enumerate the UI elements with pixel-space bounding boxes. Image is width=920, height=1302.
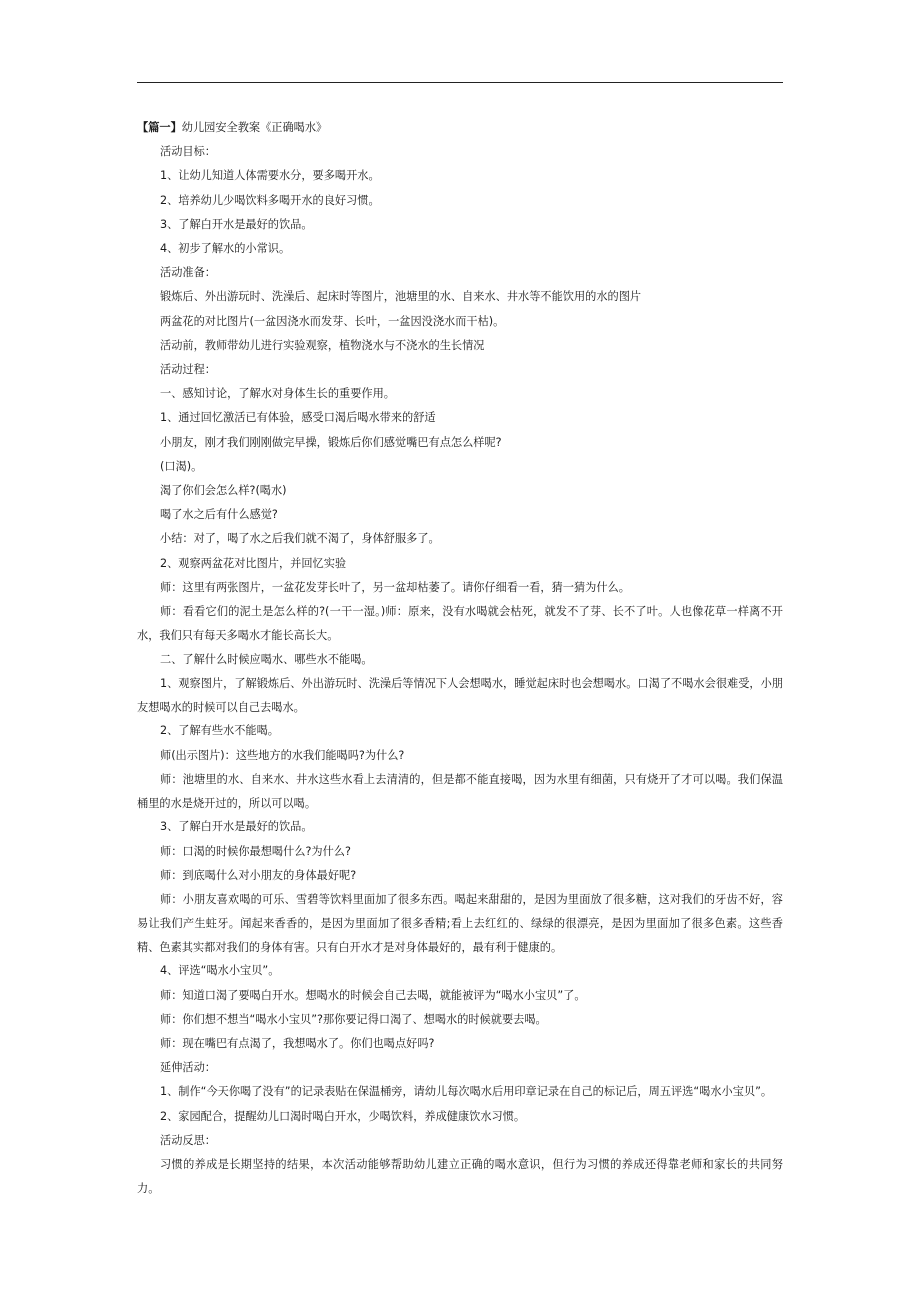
paragraph: 师：池塘里的水、自来水、井水这些水看上去清清的，但是都不能直接喝，因为水里有细菌，只有烧开了才可以喝。我们保温桶里的水是烧开过的，所以可以喝。 [137,772,783,810]
paragraph: 二、了解什么时候应喝水、哪些水不能喝。 [160,652,373,666]
paragraph: 2、家园配合，提醒幼儿口渴时喝白开水，少喝饮料，养成健康饮水习惯。 [160,1109,526,1123]
document-body [137,116,783,1201]
paragraph: 小朋友，刚才我们刚刚做完早操，锻炼后你们感觉嘴巴有点怎么样呢? [160,435,502,449]
paragraph: 1、观察图片，了解锻炼后、外出游玩时、洗澡后等情况下人会想喝水，睡觉起床时也会想喝水。口渴了不喝水会很难受，小朋友想喝水的时候可以自己去喝水。 [137,676,783,714]
paragraph: 一、感知讨论，了解水对身体生长的重要作用。 [160,387,395,401]
paragraph: 4、评选“喝水小宝贝”。 [160,964,280,978]
paragraph: 活动准备： [160,266,216,280]
paragraph: 小结：对了，喝了水之后我们就不渴了，身体舒服多了。 [160,532,440,546]
paragraph: 习惯的养成是长期坚持的结果，本次活动能够帮助幼儿建立正确的喝水意识，但行为习惯的养成还得靠老师和家长的共同努力。 [137,1158,783,1196]
paragraph: 2、培养幼儿少喝饮料多喝开水的良好习惯。 [160,193,380,207]
paragraph: 延伸活动： [160,1061,216,1075]
paragraph: 师：小朋友喜欢喝的可乐、雪碧等饮料里面加了很多东西。喝起来甜甜的，是因为里面放了很多糖，这对我们的牙齿不好，容易让我们产生蛀牙。闻起来香香的，是因为里面加了很多香精;看上去红红的、绿绿的很漂亮，是因为里面加了很多色素。这些香精、色素其实都对我们的身体有害。只有白开水才是对身体最好的，最有利于健康的。 [137,893,783,954]
paragraph: 锻炼后、外出游玩时、洗澡后、起床时等图片，池塘里的水、自来水、井水等不能饮用的水的图片 [160,290,642,304]
paragraph: 师：你们想不想当“喝水小宝贝”?那你要记得口渴了、想喝水的时候就要去喝。 [160,1012,547,1026]
paragraph: 3、了解白开水是最好的饮品。 [160,820,313,834]
paragraph: 活动前，教师带幼儿进行实验观察，植物浇水与不浇水的生长情况 [160,338,485,352]
paragraph: 1、让幼儿知道人体需要水分，要多喝开水。 [160,169,380,183]
paragraph: 2、了解有些水不能喝。 [160,724,279,738]
paragraph: 师：知道口渴了要喝白开水。想喝水的时候会自己去喝，就能被评为“喝水小宝贝”了。 [160,988,586,1002]
paragraph: 喝了水之后有什么感觉? [160,508,278,522]
paragraph: 活动目标： [160,145,216,159]
paragraph: 师：到底喝什么对小朋友的身体最好呢? [160,868,357,882]
paragraph: 师：现在嘴巴有点渴了，我想喝水了。你们也喝点好吗? [160,1037,435,1051]
paragraph: 渴了你们会怎么样?(喝水) [160,484,287,498]
paragraph: 师：这里有两张图片，一盆花发芽长叶了，另一盆却枯萎了。请你仔细看一看，猜一猜为什么。 [160,580,630,594]
paragraph: 活动过程： [160,363,216,377]
paragraph: 师：看看它们的泥土是怎么样的?(一干一湿。)师：原来，没有水喝就会枯死，就发不了芽、长不了叶。人也像花草一样离不开水，我们只有每天多喝水才能长高长大。 [137,605,783,642]
title-bracket: 【篇一】 [137,121,182,134]
paragraph: 4、初步了解水的小常识。 [160,242,291,256]
document-title [137,116,783,140]
title-text: 幼儿园安全教案《正确喝水》 [181,121,328,134]
paragraph: 1、制作“今天你喝了没有”的记录表贴在保温桶旁，请幼儿每次喝水后用印章记录在自己的标记后，周五评选“喝水小宝贝”。 [160,1085,773,1099]
paragraph: 两盆花的对比图片(一盆因浇水而发芽、长叶，一盆因没浇水而干枯)。 [160,314,505,328]
paragraph: (口渴)。 [160,459,203,473]
paragraph: 师(出示图片)：这些地方的水我们能喝吗?为什么? [160,748,405,762]
paragraph: 师：口渴的时候你最想喝什么?为什么? [160,844,351,858]
paragraph: 2、观察两盆花对比图片，并回忆实验 [160,556,347,570]
paragraph: 活动反思： [160,1133,216,1147]
paragraph: 3、了解白开水是最好的饮品。 [160,217,313,231]
paragraph: 1、通过回忆激活已有体验，感受口渴后喝水带来的舒适 [160,411,436,425]
header-rule [137,82,783,83]
